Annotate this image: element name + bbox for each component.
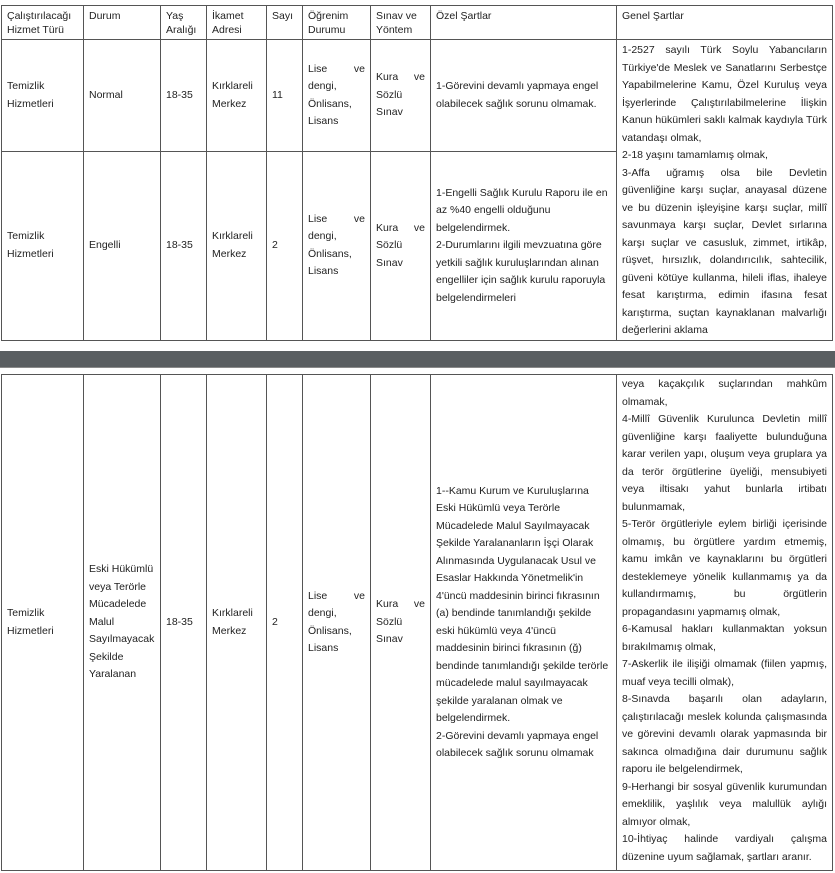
cell-durum: Normal bbox=[84, 40, 161, 152]
cell-yas: 18-35 bbox=[161, 40, 207, 152]
cell-sayi: 11 bbox=[267, 40, 303, 152]
cell-sinav: Kura ve Sözlü Sınav bbox=[371, 40, 431, 152]
cell-hizmet: Temizlik Hizmetleri bbox=[2, 375, 84, 871]
header-ikamet: İkamet Adresi bbox=[207, 6, 267, 40]
cell-genel: 1-2527 sayılı Türk Soylu Yabancıların Türkiye'de Meslek ve Sanatlarını Serbestçe Yapabilmelerine Kamu, Özel Kuruluş veya İşyerlerinde Çalıştırılabilmelerine İlişkin Kanun hükümleri saklı kalmak kaydıyla Türk vatandaşı olmak, 2-18 yaşını tamamlamış olmak, 3-Affa uğramış olsa bile Devletin güvenliğine karşı suçlar, anayasal düzene ve bu düzenin işleyişine karşı suçlar, millî savunmaya karşı suçlar, Devlet sırlarına karşı suçlar ve casusluk, zimmet, irtikâp, rüşvet, hırsızlık, dolandırıcılık, sahtecilik, güveni kötüye kullanma, hileli iflas, ihaleye fesat karıştırma, edimin ifasına fesat karıştırma, suçtan kaynaklanan malvarlığı değerlerini aklama bbox=[617, 40, 833, 341]
page-break-line bbox=[0, 367, 835, 368]
cell-ogrenim: Lise ve dengi, Önlisans, Lisans bbox=[303, 375, 371, 871]
cell-ozel: 1-Engelli Sağlık Kurulu Raporu ile en az %40 engelli olduğunu belgelendirmek. 2-Durumlarını ilgili mevzuatına göre yetkili sağlık kuruluşlarından alınan engelliler için sağlık kurulu raporuyla belgelendirmeleri bbox=[431, 152, 617, 340]
cell-ozel: 1--Kamu Kurum ve Kuruluşlarına Eski Hükümlü veya Terörle Mücadelede Malul Sayılmayacak Şekilde Yaralananların İşçi Olarak Alınmasında Uygulanacak Usul ve Esaslar Hakkında Yönetmelik'in 4'üncü maddesinin birinci fıkrasının (a) bendinde tanımlandığı şekilde eski hükümlü veya 4'üncü maddesinin birinci fıkrasının (ğ) bendinde tanımlandığı şekilde terörle mücadelede malul sayılmayacak şekilde yaralanan olmak ve belgelendirmek. 2-Görevini devamlı yapmaya engel olabilecek sağlık sorunu olmamak bbox=[431, 375, 617, 871]
cell-sinav: Kura ve Sözlü Sınav bbox=[371, 152, 431, 340]
header-row bbox=[2, 6, 833, 40]
header-durum: Durum bbox=[84, 6, 161, 40]
top-edge bbox=[0, 0, 835, 4]
cell-ogrenim: Lise ve dengi, Önlisans, Lisans bbox=[303, 152, 371, 340]
table-row bbox=[2, 40, 833, 152]
cell-ozel: 1-Görevini devamlı yapmaya engel olabilecek sağlık sorunu olmamak. bbox=[431, 40, 617, 152]
header-yas: Yaş Aralığı bbox=[161, 6, 207, 40]
cell-ogrenim: Lise ve dengi, Önlisans, Lisans bbox=[303, 40, 371, 152]
page-break-bar bbox=[0, 351, 835, 367]
cell-durum: Engelli bbox=[84, 152, 161, 340]
header-sayi: Sayı bbox=[267, 6, 303, 40]
header-ozel: Özel Şartlar bbox=[431, 6, 617, 40]
cell-hizmet: Temizlik Hizmetleri bbox=[2, 40, 84, 152]
positions-table-page-1 bbox=[1, 5, 833, 341]
cell-sinav: Kura ve Sözlü Sınav bbox=[371, 375, 431, 871]
table-row bbox=[2, 375, 833, 871]
cell-yas: 18-35 bbox=[161, 375, 207, 871]
cell-genel-continued: veya kaçakçılık suçlarından mahkûm olmamak, 4-Millî Güvenlik Kurulunca Devletin millî güvenliğine karşı faaliyette bulunduğuna karar verilen yapı, oluşum veya gruplara ya da terör örgütlerine üyeliği, mensubiyeti veya iltisakı yahut bunlarla irtibatı bulunmamak, 5-Terör örgütleriyle eylem birliği içerisinde olmamış, bu örgütlere yardım etmemiş, kamu imkân ve kaynaklarını bu örgütleri desteklemeye yönelik kullanmamış ya da kullandırmamış, bu örgütlerin propagandasını yapmamış olmak, 6-Kamusal hakları kullanmaktan yoksun bırakılmamış olmak, 7-Askerlik ile ilişiği olmamak (fiilen yapmış, muaf veya tecilli olmak), 8-Sınavda başarılı olan adayların, çalıştırılacağı meslek kolunda çalışmasında ve görevini devamlı olarak yapmasında bir sakınca olmadığına dair durumunu sağlık raporu ile belgelendirmek, 9-Herhangi bir sosyal güvenlik kurumundan emeklilik, yaşlılık veya malullük aylığı almıyor olmak, 10-İhtiyaç halinde vardiyalı çalışma düzenine uyum sağlamak, şartları aranır. bbox=[617, 375, 833, 871]
positions-table-page-2 bbox=[1, 374, 833, 871]
cell-ikamet: Kırklareli Merkez bbox=[207, 40, 267, 152]
header-genel: Genel Şartlar bbox=[617, 6, 833, 40]
cell-ikamet: Kırklareli Merkez bbox=[207, 375, 267, 871]
header-ogrenim: Öğrenim Durumu bbox=[303, 6, 371, 40]
header-hizmet: Çalıştırılacağı Hizmet Türü bbox=[2, 6, 84, 40]
cell-sayi: 2 bbox=[267, 152, 303, 340]
cell-ikamet: Kırklareli Merkez bbox=[207, 152, 267, 340]
cell-yas: 18-35 bbox=[161, 152, 207, 340]
cell-hizmet: Temizlik Hizmetleri bbox=[2, 152, 84, 340]
cell-sayi: 2 bbox=[267, 375, 303, 871]
cell-durum: Eski Hükümlü veya Terörle Mücadelede Malul Sayılmayacak Şekilde Yaralanan bbox=[84, 375, 161, 871]
header-sinav: Sınav ve Yöntem bbox=[371, 6, 431, 40]
